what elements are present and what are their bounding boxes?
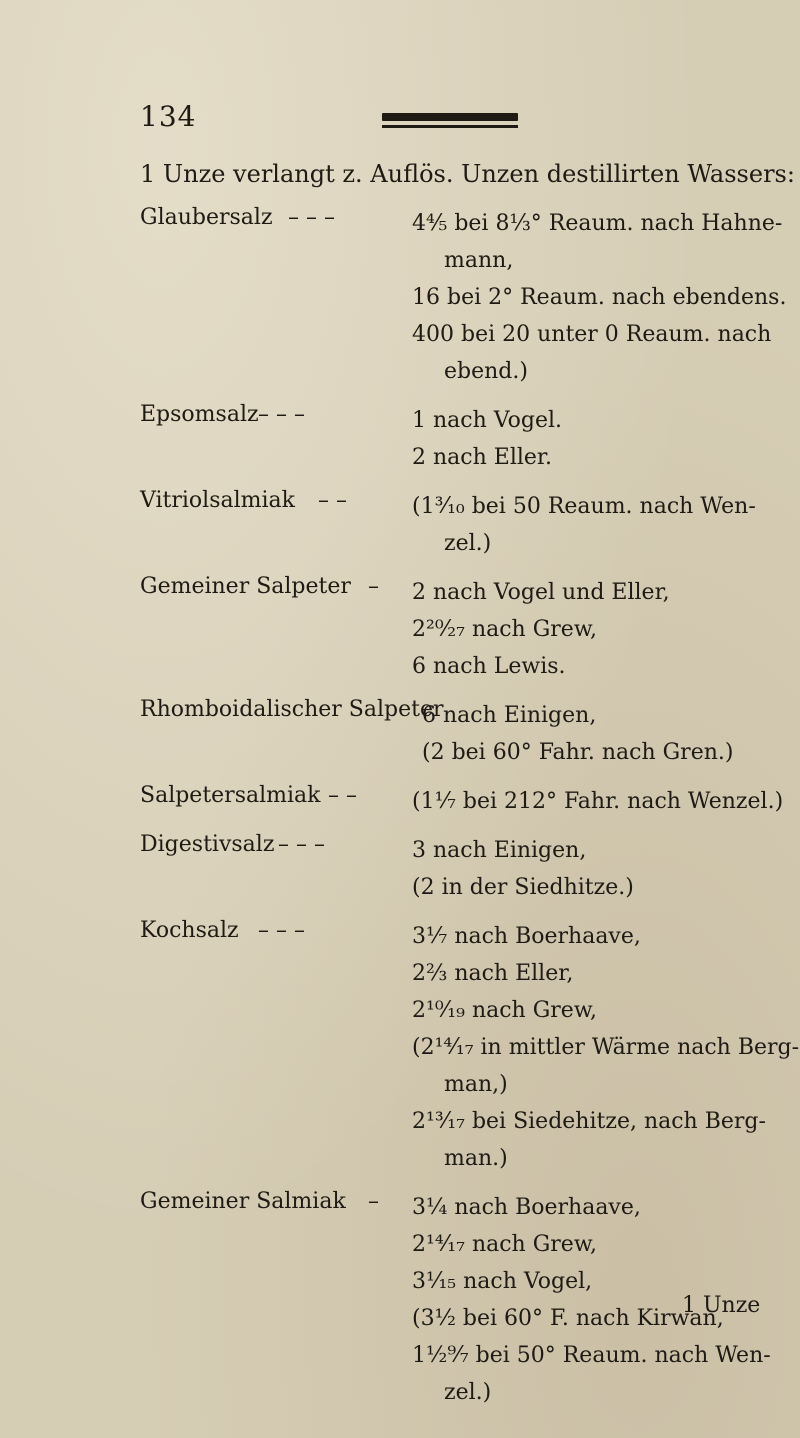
- value-line: 3 nach Einigen,: [412, 838, 587, 863]
- entry-kochsalz: [140, 918, 800, 1177]
- substance-name: Glaubersalz: [140, 205, 273, 230]
- solubility-list: [140, 205, 800, 1423]
- leader-dashes: –: [368, 1189, 379, 1214]
- value-line: 400 bei 20 unter 0 Reaum. nach: [412, 322, 772, 347]
- leader-dashes: – –: [318, 488, 347, 513]
- value-line: 3⅐ nach Boerhaave,: [412, 924, 641, 949]
- value-line: man,): [444, 1072, 508, 1097]
- entry-vitriolsalmiak: [140, 488, 780, 562]
- value-line: (2 in der Siedhitze.): [412, 875, 634, 900]
- value-line: 1½⁹⁄₇ bei 50° Reaum. nach Wen-: [412, 1343, 771, 1368]
- entry-glaubersalz: [140, 205, 787, 390]
- substance-name: Kochsalz: [140, 918, 239, 943]
- header-rule: [382, 113, 518, 121]
- value-line: 2²⁰⁄₂₇ nach Grew,: [412, 617, 598, 642]
- value-line: ebend.): [444, 359, 528, 384]
- leader-dashes: – – –: [278, 832, 325, 857]
- leader-dashes: – – –: [288, 205, 335, 230]
- leader-dashes: –: [368, 574, 379, 599]
- value-line: mann,: [444, 248, 514, 273]
- value-line: 2¹⁴⁄₁₇ nach Grew,: [412, 1232, 598, 1257]
- value-line: (2 bei 60° Fahr. nach Gren.): [422, 740, 734, 765]
- value-line: (1⅐ bei 212° Fahr. nach Wenzel.): [412, 789, 784, 814]
- value-line: 16 bei 2° Reaum. nach ebendens.: [412, 285, 787, 310]
- value-line: 2¹⁰⁄₁₉ nach Grew,: [412, 998, 598, 1023]
- value-line: 2 nach Vogel und Eller,: [412, 580, 670, 605]
- value-line: man.): [444, 1146, 508, 1171]
- leader-dashes: – – –: [258, 402, 305, 427]
- leader-dashes: – – –: [258, 918, 305, 943]
- entry-digestivsalz: [140, 832, 780, 906]
- table-header: 1 Unze verlangt z. Auflös. Unzen destillirten Wassers:: [140, 160, 795, 188]
- value-line: 2 nach Eller.: [412, 445, 553, 470]
- value-line: 6 nach Lewis.: [412, 654, 566, 679]
- value-line: 6 nach Einigen,: [422, 703, 597, 728]
- value-line: (1³⁄₁₀ bei 50 Reaum. nach Wen-: [412, 494, 756, 519]
- substance-name: Digestivsalz: [140, 832, 275, 857]
- value-line: (3½ bei 60° F. nach Kirwan,: [412, 1306, 724, 1331]
- entry-gemeiner-salpeter: [140, 574, 780, 685]
- leader-dashes: – –: [328, 783, 357, 808]
- substance-name: Salpetersalmiak: [140, 783, 321, 808]
- page-number: 134: [140, 100, 197, 133]
- entry-epsomsalz: [140, 402, 780, 476]
- value-line: 3¼ nach Boerhaave,: [412, 1195, 641, 1220]
- value-line: 2¹³⁄₁₇ bei Siedehitze, nach Berg-: [412, 1109, 766, 1134]
- value-line: zel.): [444, 1380, 492, 1405]
- substance-name: Gemeiner Salmiak: [140, 1189, 346, 1214]
- entry-rhomboidalischer-salpeter: [140, 697, 780, 771]
- value-line: zel.): [444, 531, 492, 556]
- substance-name: Epsomsalz: [140, 402, 259, 427]
- value-line: 1 nach Vogel.: [412, 408, 563, 433]
- value-line: 2⅔ nach Eller,: [412, 961, 574, 986]
- value-line: 3¹⁄₁₅ nach Vogel,: [412, 1269, 593, 1294]
- entry-salpetersalmiak: [140, 783, 784, 820]
- substance-name: Vitriolsalmiak: [140, 488, 295, 513]
- substance-name: Gemeiner Salpeter: [140, 574, 351, 599]
- value-line: 4⅘ bei 8⅓° Reaum. nach Hahne-: [412, 211, 783, 236]
- value-line: (2¹⁴⁄₁₇ in mittler Wärme nach Berg-: [412, 1035, 800, 1060]
- substance-name: Rhomboidalischer Salpeter: [140, 697, 444, 722]
- catchword: 1 Unze: [682, 1293, 761, 1318]
